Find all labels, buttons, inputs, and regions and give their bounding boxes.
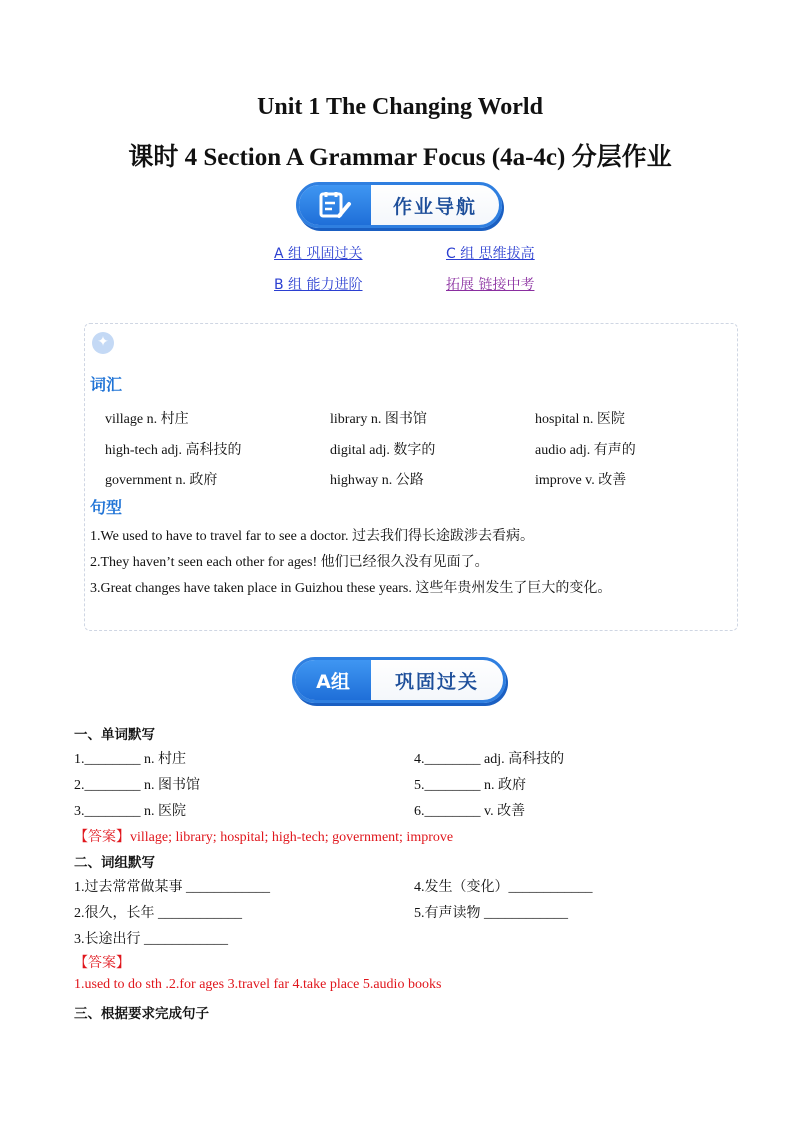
part2-item: 2.很久，长年 ____________ [74, 906, 242, 921]
homework-nav-badge [296, 182, 502, 228]
sentence-item: 1.We used to have to travel far to see a doctor. 过去我们得长途跋涉去看病。 [90, 529, 535, 544]
vocab-item: highway n. 公路 [330, 473, 424, 488]
vocab-item: audio adj. 有声的 [535, 443, 636, 458]
notebook-pencil-icon [299, 185, 371, 225]
part1-item: 2.________ n. 图书馆 [74, 778, 200, 793]
link-group-a[interactable]: A 组 巩固过关 [274, 246, 363, 262]
part1-item: 5.________ n. 政府 [414, 778, 526, 793]
part1-item: 6.________ v. 改善 [414, 804, 526, 819]
vocab-item: improve v. 改善 [535, 473, 627, 488]
vocab-heading: 词汇 [90, 375, 123, 394]
part3-heading: 三、根据要求完成句子 [74, 1006, 209, 1022]
link-group-c[interactable]: C 组 思维拔高 [446, 246, 535, 262]
part2-answer: 1.used to do sth .2.for ages 3.travel far 4.take place 5.audio books [74, 977, 442, 992]
part1-item: 3.________ n. 医院 [74, 804, 186, 819]
part2-answer-label: 【答案】 [74, 956, 130, 971]
link-group-b[interactable]: B 组 能力进阶 [274, 277, 363, 293]
group-a-badge [292, 657, 506, 703]
link-extension[interactable]: 拓展 链接中考 [446, 277, 535, 293]
vocab-item: village n. 村庄 [105, 412, 189, 427]
vocab-item: hospital n. 医院 [535, 412, 625, 427]
vocab-item: library n. 图书馆 [330, 412, 427, 427]
part1-answer: 【答案】village; library; hospital; high-tech; government; improve [74, 830, 454, 845]
sentence-heading: 句型 [90, 498, 123, 517]
part1-item: 1.________ n. 村庄 [74, 752, 186, 767]
part2-item: 4.发生（变化）____________ [414, 880, 593, 895]
sentence-item: 3.Great changes have taken place in Guizhou these years. 这些年贵州发生了巨大的变化。 [90, 581, 612, 596]
part1-item: 4.________ adj. 高科技的 [414, 752, 565, 767]
part2-item: 5.有声读物 ____________ [414, 906, 568, 921]
nav-badge-label: 作业导航 [392, 195, 477, 218]
vocab-item: high-tech adj. 高科技的 [105, 443, 242, 458]
part2-item: 3.长途出行 ____________ [74, 932, 228, 947]
page-subtitle: 课时 4 Section A Grammar Focus (4a-4c) 分层作业 [128, 144, 672, 171]
vocab-item: government n. 政府 [105, 473, 218, 488]
part2-item: 1.过去常常做某事 ____________ [74, 880, 270, 895]
group-a-badge-left: A组 [295, 660, 371, 700]
sparkle-icon: ✦ [92, 332, 114, 354]
part1-heading: 一、单词默写 [74, 727, 155, 743]
page-title: Unit 1 The Changing World [257, 94, 543, 120]
sentence-item: 2.They haven’t seen each other for ages! 他们已经很久没有见面了。 [90, 555, 489, 570]
part2-heading: 二、词组默写 [74, 855, 155, 871]
vocab-item: digital adj. 数字的 [330, 443, 436, 458]
group-a-badge-right: 巩固过关 [394, 670, 479, 693]
